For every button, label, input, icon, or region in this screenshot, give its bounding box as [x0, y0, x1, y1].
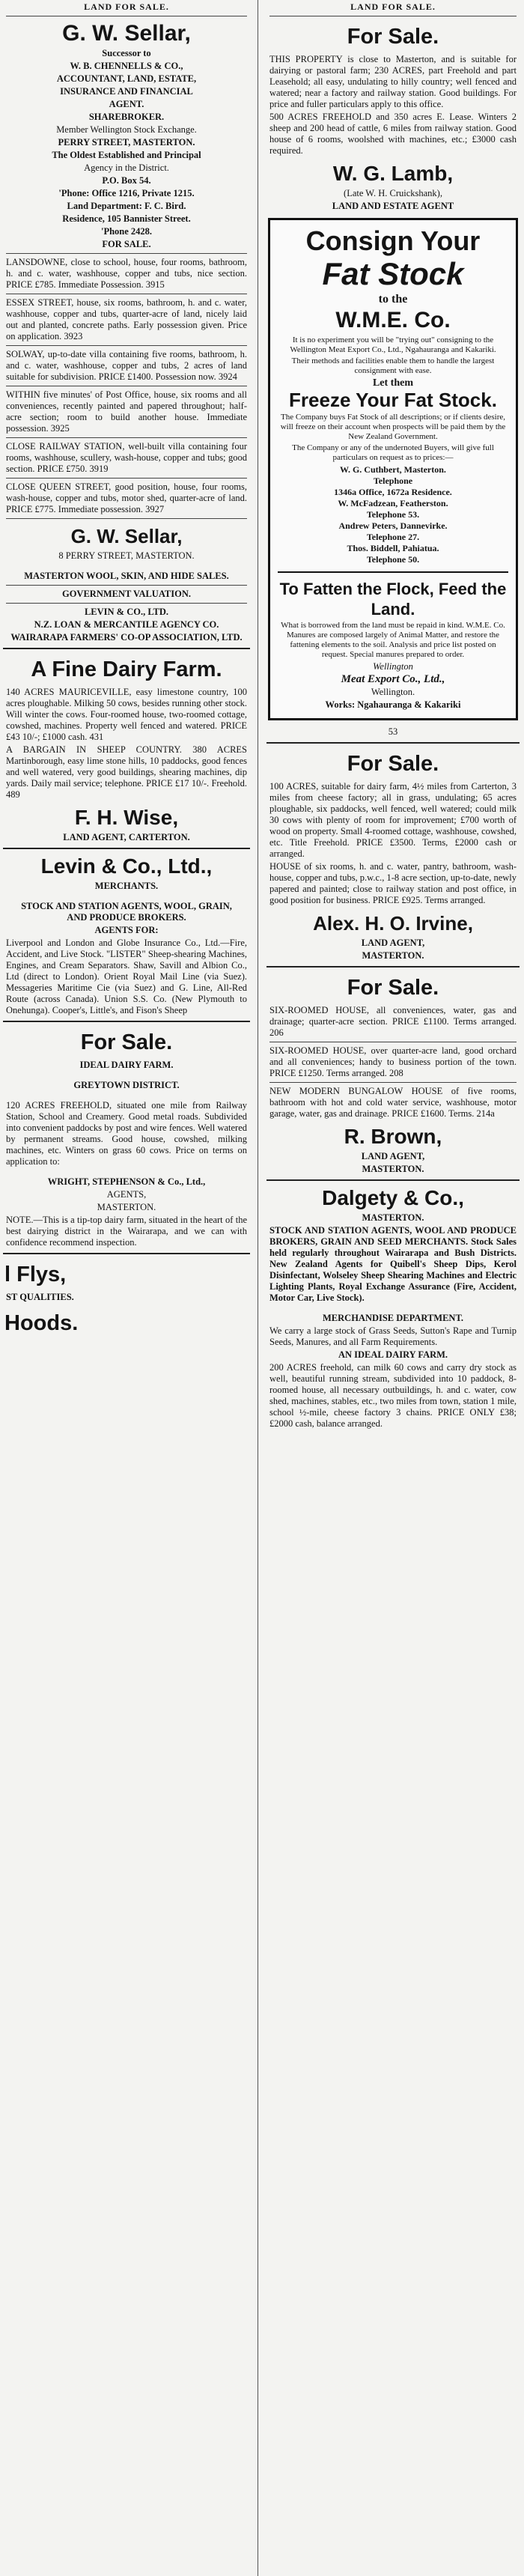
wise-listing-2: A BARGAIN IN SHEEP COUNTRY. 380 ACRES Martinborough, easy lime stone hills, 10 paddocks, good fences and well watered, very good buildings, shearing machines, dip yards. Daily mail service; telephone. PRICE £17 10/-. Freehold. 489: [6, 744, 247, 800]
sellar-listing: SOLWAY, up-to-date villa containing five rooms, bathroom, h. and c. water, washhouse, copper and tubs, 2 acres of land suitable for subdivision. PRICE £1400. Possession now. 3924: [6, 349, 247, 382]
ideal-agent-3: MASTERTON.: [97, 1202, 156, 1212]
fragment-qualities: ST QUALITIES.: [6, 1292, 74, 1302]
irvine-role: LAND AGENT,: [361, 938, 425, 948]
ideal-sub: IDEAL DAIRY FARM.: [79, 1060, 174, 1070]
sellar-ad: [0, 21, 253, 643]
wme-buyer-line: Thos. Biddell, Pahiatua.: [347, 543, 439, 553]
wme-freeze: Freeze Your Fat Stock.: [289, 389, 497, 411]
wme-para-5: What is borrowed from the land must be repaid in kind. W.M.E. Co. Manures are composed largely of Animal Matter, and restore the fattening elements to the soil. Analysis and price list posted on request. Special manures prepared to order.: [281, 621, 505, 659]
sellar-line: W. B. CHENNELLS & CO.,: [70, 61, 183, 71]
divider: [6, 437, 247, 438]
brown-town: MASTERTON.: [362, 1164, 424, 1174]
fragment-flys: l Flys,: [4, 1263, 67, 1287]
lamb-role: LAND AND ESTATE AGENT: [332, 201, 454, 211]
sellar-footer-line: GOVERNMENT VALUATION.: [61, 589, 192, 599]
sellar-listing: WITHIN five minutes' of Post Office, house, six rooms and all conveniences, recently painted and papered throughout; half-acre section; room to build another house. Immediate possession. 3925: [6, 389, 247, 434]
irvine-name: Alex. H. O. Irvine,: [313, 912, 473, 935]
sellar-line: INSURANCE AND FINANCIAL: [60, 86, 193, 97]
divider: [6, 253, 247, 254]
sellar-listing: CLOSE RAILWAY STATION, well-built villa containing four rooms, washhouse, scullery, wash-house, copper and tubs; good section. PRICE £750. 3919: [6, 441, 247, 474]
wme-para-3: The Company buys Fat Stock of all descriptions; or if clients desire, will freeze on their account when prospects will be paid them by the New Zealand Government.: [280, 413, 506, 441]
sellar-line: 'Phone: Office 1216, Private 1215.: [58, 188, 195, 198]
lamb-title: For Sale.: [347, 25, 439, 49]
sellar-footer-name: G. W. Sellar,: [70, 525, 183, 547]
sellar-line: Land Department: F. C. Bird.: [67, 201, 186, 211]
sellar-footer-line: MASTERTON WOOL, SKIN, AND HIDE SALES.: [24, 571, 229, 581]
levin-sub: MERCHANTS.: [94, 881, 159, 891]
wme-buyer-line: W. G. Cuthbert, Masterton.: [340, 464, 446, 475]
sellar-line: FOR SALE.: [102, 239, 151, 249]
sellar-name: G. W. Sellar,: [62, 21, 191, 46]
levin-ad: [0, 854, 253, 1016]
sellar-listing: LANSDOWNE, close to school, house, four rooms, bathroom, h. and c. water, washhouse, copper and tubs, nice section. PRICE £785. Immediate Possession. 3915: [6, 257, 247, 290]
sellar-line: The Oldest Established and Principal: [52, 150, 201, 160]
divider: [6, 345, 247, 346]
fragment-ad: [0, 1262, 253, 1336]
wme-number: 53: [388, 726, 398, 737]
levin-line-1: STOCK AND STATION AGENTS, WOOL, GRAIN, AND PRODUCE BROKERS.: [21, 901, 232, 923]
ideal-agent-2: AGENTS,: [106, 1189, 147, 1200]
wme-divider: [278, 571, 508, 573]
wme-sig-1: Wellington: [373, 661, 413, 672]
sellar-line: Successor to: [102, 48, 151, 58]
right-header: LAND FOR SALE.: [350, 1, 436, 12]
sellar-line: 'Phone 2428.: [100, 226, 153, 237]
wme-para-2: Their methods and facilities enable them to handle the largest consignment with ease.: [291, 356, 495, 375]
wme-let-them: Let them: [372, 377, 414, 389]
levin-line-2: AGENTS FOR:: [94, 925, 159, 935]
sellar-listing: ESSEX STREET, house, six rooms, bathroom, h. and c. water, washhouse, copper and tubs, quarter-acre of land, nicely laid out and planted, concrete paths. Early possession given. Price on application. 3923: [6, 297, 247, 341]
wme-buyer-line: Telephone 27.: [366, 532, 420, 542]
divider: [269, 1082, 517, 1083]
divider: [266, 742, 520, 744]
wme-sig-4: Works: Ngahauranga & Kakariki: [325, 699, 461, 710]
ideal-agent: WRIGHT, STEPHENSON & Co., Ltd.,: [47, 1176, 206, 1187]
brown-ad: [263, 975, 523, 1175]
wme-sig-3: Wellington.: [371, 687, 415, 697]
sellar-line: SHAREBROKER.: [88, 112, 165, 122]
wme-buyer-line: Telephone 50.: [366, 554, 420, 565]
wme-para-1: It is no experiment you will be "trying out" consigning to the Wellington Meat Export Co., Ltd., Ngahauranga and Kakariki.: [290, 335, 496, 354]
sellar-line: P.O. Box 54.: [102, 175, 151, 186]
fragment-hoods: Hoods.: [4, 1311, 79, 1335]
divider: [266, 1179, 520, 1181]
wme-buyer-line: Telephone: [373, 476, 413, 486]
divider: [3, 1021, 250, 1022]
lamb-listing-1: THIS PROPERTY is close to Masterton, and is suitable for dairying or pastoral farm; 230 ACRES, part Freehold and part Leasehold; all easy, undulating to hilly country; well fenced and watered; near a factory and railway station. Good buildings. For price and fuller particulars apply to this office.: [269, 54, 517, 109]
wme-buyer-line: Telephone 53.: [366, 509, 420, 520]
sellar-footer-line: LEVIN & CO., LTD.: [84, 607, 169, 617]
ideal-note: NOTE.—This is a tip-top dairy farm, situated in the heart of the best dairying district in the Wairarapa, and we can with confidence recommend inspection.: [6, 1215, 247, 1248]
sellar-line: Member Wellington Stock Exchange.: [56, 124, 197, 135]
divider: [6, 603, 247, 604]
sellar-lines: [0, 48, 253, 250]
wme-buyer-line: Andrew Peters, Dannevirke.: [338, 520, 448, 531]
divider: [266, 966, 520, 967]
brown-name: R. Brown,: [344, 1125, 442, 1148]
sellar-listing: CLOSE QUEEN STREET, good position, house, four rooms, wash-house, copper and tubs, motor shed, quarter-acre of land. PRICE £775. Immediate possession. 3927: [6, 482, 247, 514]
wme-para-4: The Company or any of the undernoted Buyers, will give full particulars on request as to prices:—: [292, 443, 494, 462]
dalgety-sub: MASTERTON.: [362, 1212, 424, 1223]
irvine-town: MASTERTON.: [362, 950, 424, 961]
ideal-district: GREYTOWN DISTRICT.: [73, 1080, 180, 1090]
divider: [6, 518, 247, 519]
wme-headline-4: W.M.E. Co.: [335, 308, 451, 332]
sellar-line: PERRY STREET, MASTERTON.: [58, 137, 195, 148]
sellar-line: Residence, 105 Bannister Street.: [62, 213, 191, 224]
irvine-listing-2: HOUSE of six rooms, h. and c. water, pantry, bathroom, wash-house, copper and tubs, p.w.c., 1-8 acre section, up-to-date, newly papered and painted; close to railway station and post office, in good position for business. PRICE £925. Terms arranged.: [269, 861, 517, 905]
lamb-listing-2: 500 ACRES FREEHOLD and 350 acres E. Lease. Winters 2 sheep and 200 head of cattle, 6 miles from railway station. Good house of 6 rooms, woolshed with machines, etc.; £3000 cash required.: [269, 112, 517, 156]
sellar-footer-line: N.Z. LOAN & MERCANTILE AGENCY CO.: [34, 619, 219, 630]
divider: [3, 648, 250, 649]
wme-fatten: To Fatten the Flock, Feed the Land.: [279, 580, 507, 619]
brown-title: For Sale.: [347, 976, 439, 1000]
wise-title: A Fine Dairy Farm.: [31, 657, 222, 681]
ideal-title: For Sale.: [80, 1030, 173, 1054]
ideal-body: 120 ACRES FREEHOLD, situated one mile from Railway Station, School and Creamery. Good metal roads. Subdivided into convenient paddocks by post and wire fences. Well watered by permanent streams. Good house, cowshed, milking machines, etc. Winters on grass 60 cows. Price on terms on application to:: [6, 1100, 247, 1167]
dalgety-merch-body: We carry a large stock of Grass Seeds, Sutton's Rape and Turnip Seeds, Manures, and all Farm Requirements.: [269, 1325, 517, 1347]
divider: [6, 585, 247, 586]
wme-buyer-line: 1346a Office, 1672a Residence.: [334, 487, 452, 497]
levin-agents: Liverpool and London and Globe Insurance Co., Ltd.—Fire, Accident, and Live Stock. "LISTER" Sheep-shearing Machines, Engines, and Cream Separators. Shaw, Savill and Albion Co., Ltd (direct to London). Orient Royal Mail Line (via Suez). Messageries Maritime Cie (via Suez) and G. Line, All-Red Route (across Canada). Union S.S. Co. (New Plymouth to Onehunga). Cooper's, Little's, and Fison's Sheep: [6, 938, 247, 1015]
wise-role: LAND AGENT, CARTERTON.: [63, 832, 190, 842]
levin-name: Levin & Co., Ltd.,: [40, 854, 213, 878]
dalgety-body: STOCK AND STATION AGENTS, WOOL AND PRODUCE BROKERS, GRAIN AND SEED MERCHANTS. Stock Sales held regularly throughout Wairarapa and Bush Districts. New Zealand Agents for Quibell's Sheep Dips, Kerol Disinfectant, Wolseley Sheep Shearing Machines and Electric Lighting Plants, Royal Exchange Assurance (Fire, Accident, Motor Car, Live Stock).: [269, 1225, 517, 1303]
wme-buyer-line: W. McFadzean, Featherston.: [338, 498, 448, 508]
divider: [3, 1253, 250, 1254]
dalgety-ideal: AN IDEAL DAIRY FARM.: [338, 1349, 448, 1360]
left-column: [0, 0, 253, 1340]
dalgety-farm: 200 ACRES freehold, can milk 60 cows and carry dry stock as well, beautiful running stream, subdivided into 10 paddock, 8-roomed house, all necessary outbuildings, h. and c. water, cow shed, machines, stables, etc., two miles from town, station 1 mile, school ½-mile, cheese factory 3 chains. PRICE ONLY £38; £2000 cash, balance arranged.: [269, 1362, 517, 1429]
sellar-listings: [0, 253, 253, 515]
sellar-line: ACCOUNTANT, LAND, ESTATE,: [56, 73, 197, 84]
sellar-footer-lines: [0, 571, 253, 643]
brown-role: LAND AGENT,: [361, 1151, 425, 1161]
left-header: LAND FOR SALE.: [84, 1, 169, 12]
brown-listing-3: NEW MODERN BUNGALOW HOUSE of five rooms, bathroom with hot and cold water service, washhouse, motor garage, water, gas and drainage. PRICE £1600. Terms. 214a: [269, 1086, 517, 1119]
divider: [6, 478, 247, 479]
sellar-footer-line: WAIRARAPA FARMERS' CO-OP ASSOCIATION, LTD.: [10, 632, 243, 643]
ideal-dairy-ad: [0, 1030, 253, 1248]
wise-ad: [0, 657, 253, 843]
sellar-line: AGENT.: [109, 99, 144, 109]
wise-name: F. H. Wise,: [74, 806, 179, 829]
lamb-sub: (Late W. H. Cruickshank),: [344, 188, 442, 198]
wme-headline-2: Fat Stock: [322, 256, 464, 291]
wme-headline-1: Consign Your: [305, 225, 481, 256]
irvine-ad: [263, 751, 523, 962]
sellar-footer-address: 8 PERRY STREET, MASTERTON.: [58, 550, 195, 561]
dalgety-name: Dalgety & Co.,: [322, 1186, 464, 1209]
sellar-line: Agency in the District.: [84, 162, 169, 173]
brown-listing-2: SIX-ROOMED HOUSE, over quarter-acre land, good orchard and all conveniences; handy to business portion of the town. PRICE £1250. Terms arranged. 208: [269, 1045, 517, 1078]
right-column: [263, 0, 523, 1431]
dalgety-ad: [263, 1185, 523, 1430]
wme-buyers: [278, 464, 508, 565]
irvine-listing-1: 100 ACRES, suitable for dairy farm, 4½ miles from Carterton, 3 miles from cheese factory; all in grass, undulating; 65 acres ploughable, six paddocks, well fenced, well watered; could milk 30 cows with plenty of room for improvement; £700 worth of wood on property. Small 4-roomed cottage, washhouse, cowshed, etc. Title Freehold. PRICE £3500. Terms, £2000 cash or arranged.: [269, 781, 517, 859]
divider: [3, 848, 250, 849]
wme-sig-2: Meat Export Co., Ltd.,: [341, 673, 445, 685]
irvine-title: For Sale.: [347, 752, 439, 776]
wise-listing-1: 140 ACRES MAURICEVILLE, easy limestone country, 100 acres ploughable. Milking 50 cows, besides running other stock. Will winter the cows. Four-roomed house, two-roomed cottage, cowshed, machines. Property well fenced and watered. PRICE £43 10/-; £1000 cash. 431: [6, 687, 247, 742]
lamb-name: W. G. Lamb,: [332, 162, 454, 185]
dalgety-merch-title: MERCHANDISE DEPARTMENT.: [323, 1313, 463, 1323]
wme-ad: [268, 218, 518, 720]
lamb-ad: [263, 24, 523, 212]
wme-headline-3: to the: [378, 293, 408, 306]
brown-listing-1: SIX-ROOMED HOUSE, all conveniences, water, gas and drainage; quarter-acre section. PRICE £1100. Terms arranged. 206: [269, 1005, 517, 1038]
